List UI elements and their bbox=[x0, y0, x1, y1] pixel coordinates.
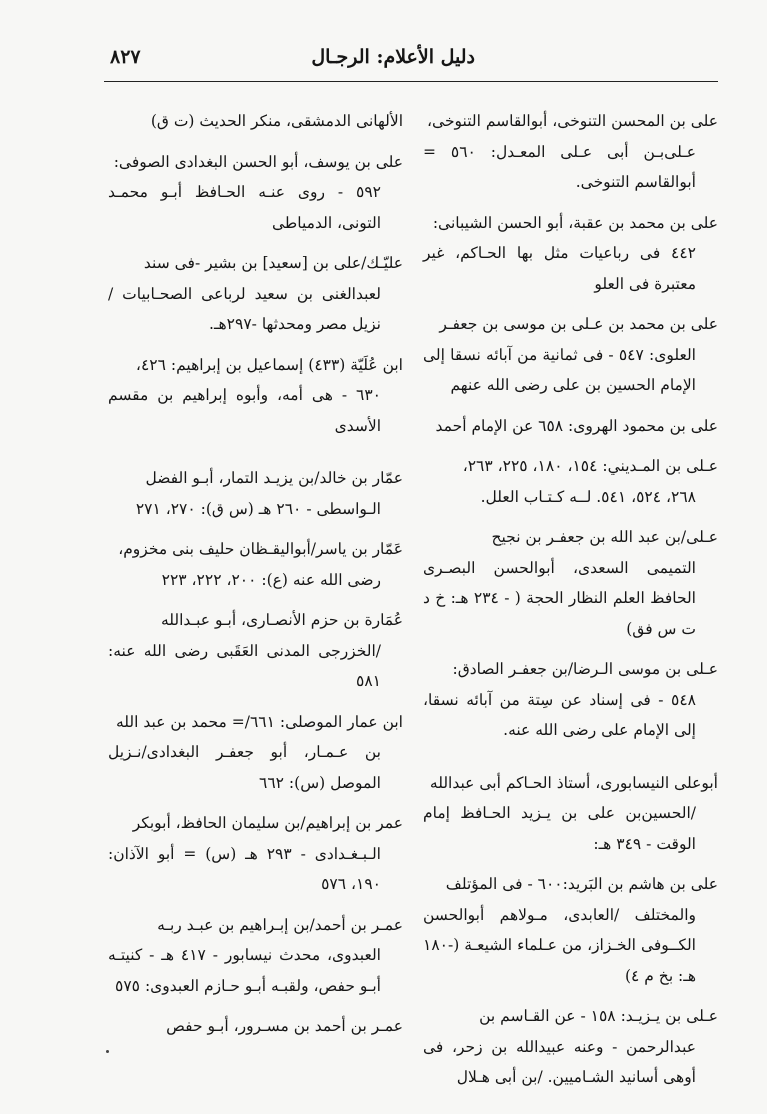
entry-heading: على بن محمد بن عقبة، أبو الحسن الشيبانى: bbox=[432, 213, 718, 232]
index-entry bbox=[423, 208, 718, 300]
entry-heading: ابن عُلَيّة (٤٣٣) إسماعيل بن إبراهيم: ٤٢٦، bbox=[135, 355, 403, 374]
entry-continuation: والمختلف /العابدى، مـولاهم أبوالحسن الكــوفى الخـزاز، من عـلماء الشيعـة (-١٨٠ هـ: بخ م ٤) bbox=[423, 905, 696, 985]
entry-heading: عُمَارة بن حزم الأنصـارى، أبـو عبـدالله bbox=[160, 611, 403, 629]
entry-heading: عـلى/بن عبد الله بن جعفـر بن نجيح bbox=[491, 528, 718, 546]
index-entry bbox=[108, 534, 403, 595]
index-entry bbox=[108, 106, 403, 137]
entry-heading: عليّـك/على بن [سعيد] بن بشير -فى سند bbox=[143, 254, 403, 272]
entry-heading: أبوعلى النيسابورى، أستاذ الحـاكم أبى عبدالله bbox=[429, 773, 718, 792]
entry-heading: عَمّار بن ياسر/أبواليقـظان حليف بنى مخزوم، bbox=[118, 540, 403, 558]
entry-continuation: لعبدالغنى بن سعيد لرباعى الصحـابيات /نزيل مصر ومحدثها -٢٩٧هـ. bbox=[108, 284, 381, 333]
entry-continuation: الـبـغـدادى - ٢٩٣ هـ (س) = أبو الآذان: ١٩٠، ٥٧٦ bbox=[108, 844, 381, 893]
right-column bbox=[423, 106, 718, 1103]
running-title: دليل الأعلام: الرجـال bbox=[311, 46, 475, 68]
index-entry bbox=[108, 707, 403, 799]
entry-heading: عـلى بن يـزيـد: ١٥٨ - عن القـاسم بن bbox=[479, 1007, 718, 1025]
entry-heading: على بن المحسن التنوخى، أبوالقاسم التنوخى، bbox=[427, 112, 718, 130]
entry-continuation: ٥٤٨ - فى إسناد عن سِتة من آبائه نسقا، إلى الإمام على رضى الله عنه. bbox=[423, 690, 696, 739]
entry-heading: الألهانى الدمشقى، منكر الحديث (ت ق) bbox=[150, 112, 403, 130]
entry-continuation: الـواسطى - ٢٦٠ هـ (س ق): ٢٧٠، ٢٧١ bbox=[135, 499, 381, 518]
scan-speck bbox=[106, 1050, 109, 1053]
section-gap bbox=[108, 451, 403, 463]
index-entry bbox=[423, 654, 718, 746]
entry-heading: على بن هاشم بن البَريد:٦٠٠ - فى المؤتلف bbox=[445, 875, 718, 893]
index-entry bbox=[108, 248, 403, 340]
entry-continuation: عـلى‌بـن أبى عـلى المعـدل: ٥٦٠ = أبوالقاسم التنوخى. bbox=[423, 142, 696, 191]
entry-continuation: بن عـمـار، أبو جعفـر البغدادى/نـزيل الموصل (س): ٦٦٢ bbox=[108, 743, 381, 792]
page-number: ٨٢٧ bbox=[110, 46, 141, 68]
index-entry bbox=[108, 910, 403, 1002]
left-column bbox=[108, 106, 403, 1052]
entry-heading: عمـر بن أحمد بن مسـرور، أبـو حفص bbox=[166, 1017, 403, 1035]
entry-heading: على بن يوسف، أبو الحسن البغدادى الصوفى: bbox=[113, 152, 403, 171]
entry-heading: عـلى بن موسى الـرضا/بن جعفـر الصادق: bbox=[452, 660, 718, 678]
index-entry bbox=[423, 1001, 718, 1093]
index-entry bbox=[108, 1011, 403, 1042]
index-entry bbox=[423, 869, 718, 991]
section-gap bbox=[423, 756, 718, 768]
entry-heading: عـلى بن المـديني: ١٥٤، ١٨٠، ٢٢٥، ٢٦٣، bbox=[462, 457, 718, 475]
entry-continuation: ٤٤٢ فى رباعيات مثل بها الحـاكم، غير معتبرة فى العلو bbox=[423, 244, 696, 293]
entry-continuation: ٢٦٨، ٥٢٤، ٥٤١. لــه كـتـاب العلل. bbox=[480, 487, 696, 506]
entry-continuation: العلوى: ٥٤٧ - فى ثمانية من آبائه نسقا إلى الإمام الحسين بن على رضى الله عنهم bbox=[423, 345, 696, 394]
header-rule bbox=[104, 81, 718, 82]
entry-heading: عمر بن إبراهيم/بن سليمان الحافظ، أبوبكر bbox=[132, 814, 403, 832]
entry-continuation: العبدوى، محدث نيسابور - ٤١٧ هـ - كنيتـه أبـو حفص، ولقبـه أبـو حـازم العبدوى: ٥٧٥ bbox=[108, 946, 381, 995]
entry-heading: عمـر بن أحمد/بن إبـراهيم بن عبـد ربـه bbox=[157, 915, 403, 934]
page-header bbox=[0, 46, 767, 86]
entry-continuation: التميمى السعدى، أبوالحسن البصـرى الحافظ العلم النظار الحجة ( - ٢٣٤ هـ: خ د ت س فق) bbox=[423, 558, 696, 638]
entry-continuation: ٦٣٠ - هى أمه، وأبوه إبراهيم بن مقسم الأسدى bbox=[108, 386, 381, 435]
entry-heading: على بن محمد بن عـلى بن موسى بن جعفـر bbox=[439, 315, 718, 333]
index-entry bbox=[108, 147, 403, 239]
index-entry bbox=[108, 808, 403, 900]
entry-continuation: /الحسين‌بن على بن يـزيد الحـافظ إمام الوقت - ٣٤٩ هـ: bbox=[423, 804, 696, 853]
index-entry bbox=[423, 411, 718, 442]
entry-heading: ابن عمار الموصلى: ٦٦١/= محمد بن عبد الله bbox=[115, 712, 403, 731]
entry-continuation: رضى الله عنه (ع): ٢٠٠، ٢٢٢، ٢٢٣ bbox=[161, 570, 381, 589]
index-entry bbox=[423, 309, 718, 401]
index-entry bbox=[108, 463, 403, 524]
entry-continuation: ٥٩٢ - روى عنـه الحـافظ أبـو محمـد التونى، الدمياطى bbox=[108, 183, 381, 232]
index-entry bbox=[423, 451, 718, 512]
index-entry bbox=[423, 768, 718, 860]
index-entry bbox=[108, 605, 403, 697]
entry-continuation: عبدالرحمن - وعنه عبيدالله بن زحر، فى أوهى أسانيد الشـاميين. /بن أبى هـلال bbox=[423, 1037, 696, 1086]
index-entry bbox=[108, 350, 403, 442]
entry-continuation: /الخزرجى المدنى العَقَبى رضى الله عنه: ٥٨١ bbox=[108, 641, 381, 690]
entry-heading: على بن محمود الهروى: ٦٥٨ عن الإمام أحمد bbox=[435, 416, 718, 435]
index-entry bbox=[423, 522, 718, 644]
index-entry bbox=[423, 106, 718, 198]
entry-heading: عمّار بن خالد/بن يزيـد التمار، أبـو الفضل bbox=[145, 469, 403, 487]
